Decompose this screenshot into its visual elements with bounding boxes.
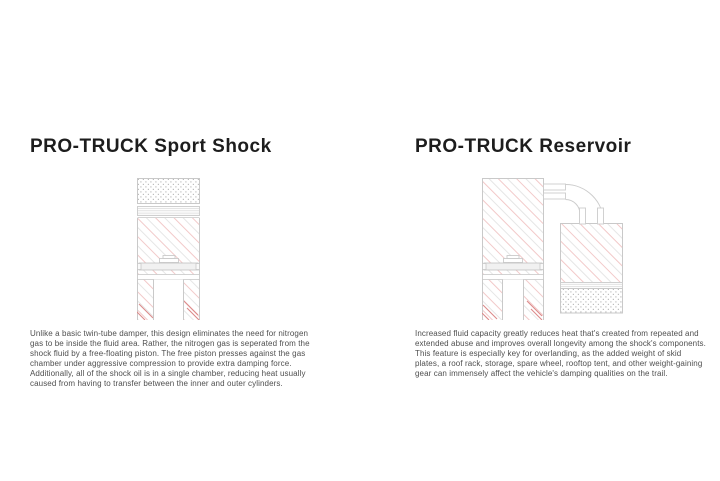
reservoir-description: Increased fluid capacity greatly reduces heat that's created from repeated and extended abuse and improves overall longevity among the shock's components. This feature is especially key for overlanding, as the added weight of skid plates, a roof rack, storage, spare wheel, rooftop tent, and other weight-gaining gear can immensely affect the vehicle's damping qualities on the trail. [415, 329, 706, 378]
hose-pipes [580, 208, 604, 224]
reservoir-body [561, 224, 623, 314]
connecting-hose [544, 184, 604, 223]
sport-shock-title: PRO-TRUCK Sport Shock [30, 136, 272, 157]
reservoir-diagram [482, 178, 624, 325]
sport-shock-diagram [137, 178, 200, 325]
gas-chamber [138, 179, 200, 204]
reservoir-gas-chamber [561, 289, 623, 314]
piston-rod [153, 280, 184, 321]
reservoir-title: PRO-TRUCK Reservoir [415, 136, 632, 157]
piston-rod [502, 280, 524, 321]
sport-shock-description: Unlike a basic twin-tube damper, this design eliminates the need for nitrogen gas to be inside the fluid area. Rather, the nitrogen gas is seperated from the shock fluid by a free-floating piston. The free piston presses against the gas chamber under aggressive compression to provide extra damping force. Additionally, all of the shock oil is in a single chamber, reducing heat usually caused from having to transfer between the inner and outer cylinders. [30, 329, 310, 388]
free-floating-piston [138, 207, 200, 218]
reservoir-floating-piston [561, 283, 623, 289]
